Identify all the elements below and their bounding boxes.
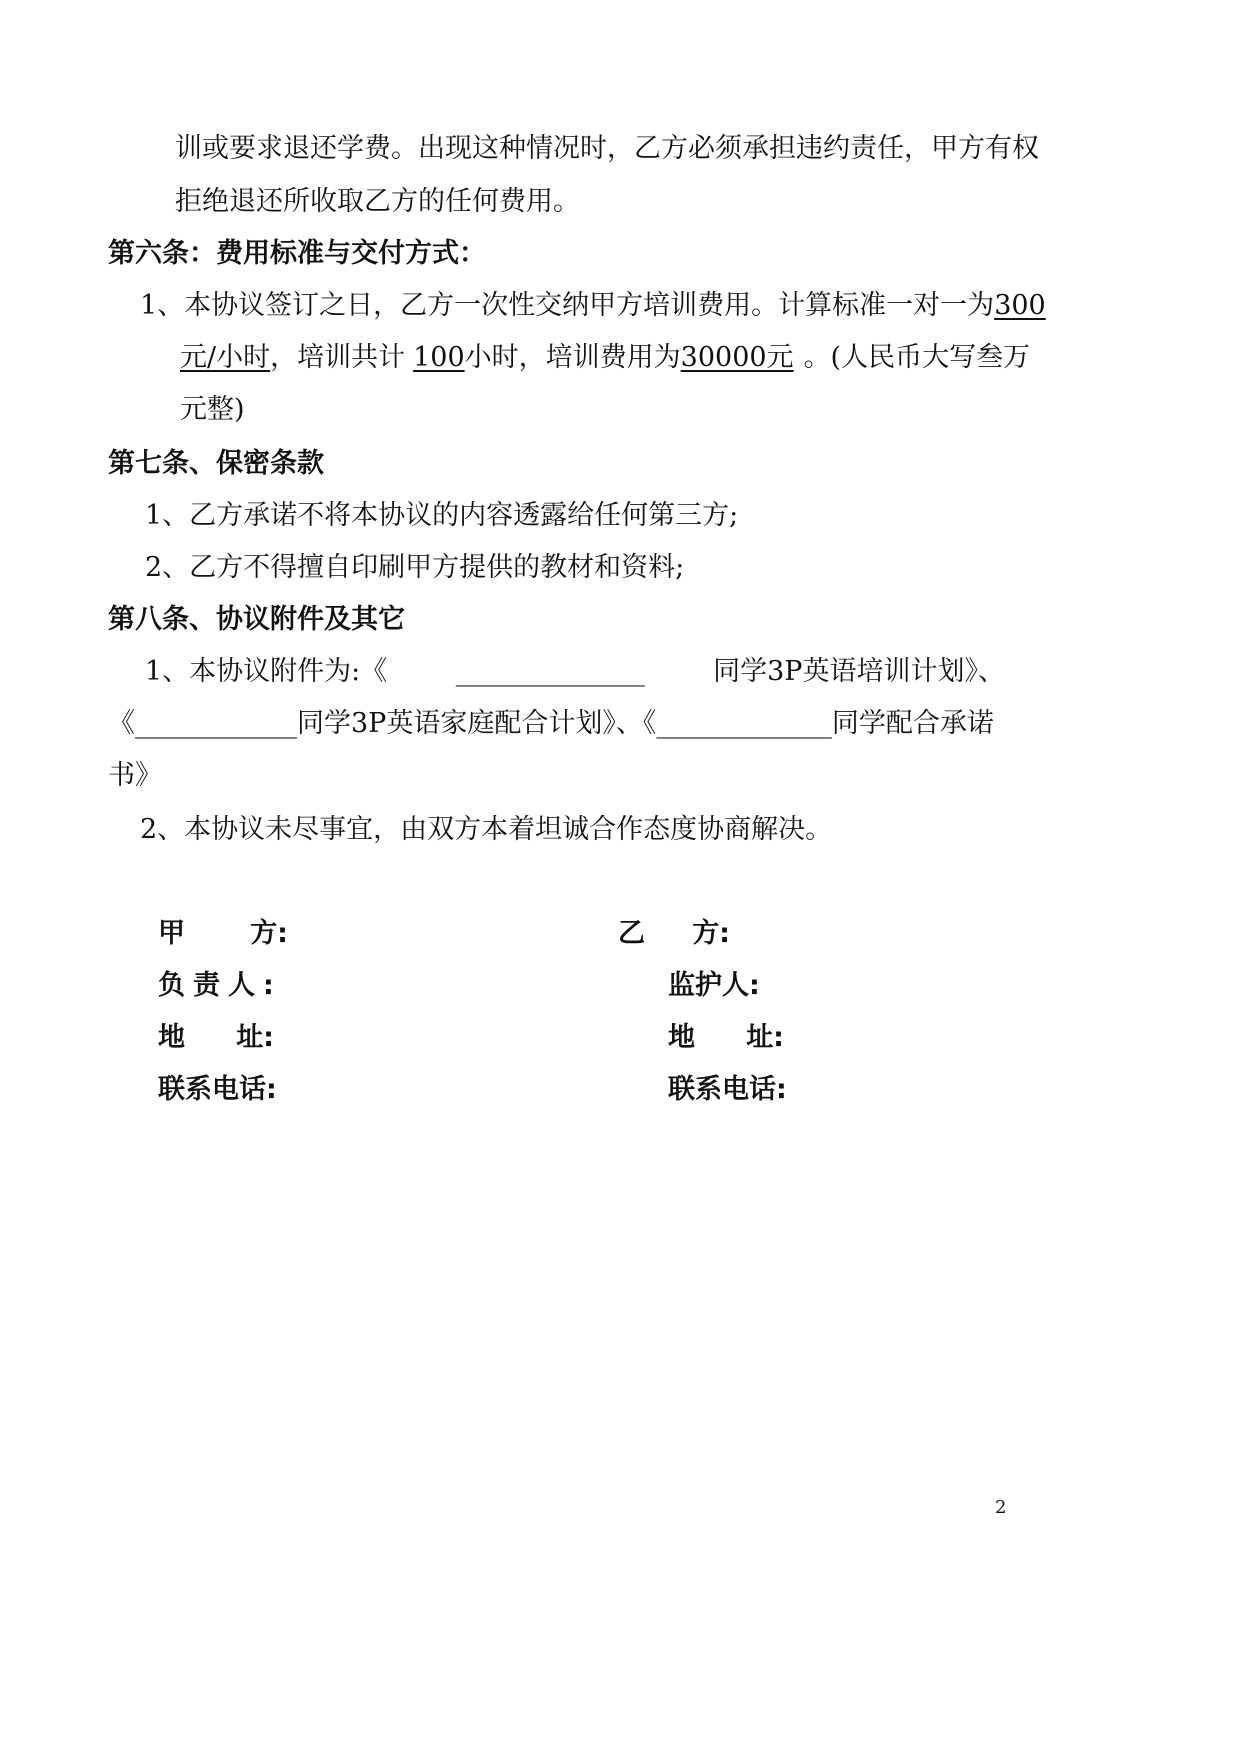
article-8-item-1-line-3: 书》 bbox=[108, 760, 162, 791]
attachment-open-quote: 《 bbox=[108, 708, 135, 739]
attachment-blank-1: ______________ bbox=[455, 656, 645, 687]
attachment-title-1: 同学3P英语培训计划》、 bbox=[713, 656, 1005, 687]
party-a-label-part-1: 甲 bbox=[158, 918, 185, 949]
article-6-text-hours-prefix: ，培训共计 bbox=[270, 342, 406, 373]
prev-clause-line-1: 训或要求退还学费。出现这种情况时，乙方必须承担违约责任，甲方有权 bbox=[175, 133, 1039, 164]
article-6-item-1-line-1 bbox=[140, 288, 1046, 324]
party-a-address-label bbox=[158, 1020, 274, 1056]
party-b-guardian-label: 监护人: bbox=[668, 970, 760, 1001]
article-6-text-amount-words: 。(人民币大写叁万 bbox=[803, 342, 1031, 373]
party-b-address-label-part-2: 址: bbox=[746, 1022, 784, 1053]
party-b-label-part-2: 方: bbox=[692, 918, 730, 949]
attachment-blank-2: ____________ bbox=[135, 708, 297, 739]
article-7-item-1: 1、乙方承诺不将本协议的内容透露给任何第三方; bbox=[145, 500, 739, 531]
party-a-label bbox=[158, 916, 288, 952]
prev-clause-line-2: 拒绝退还所收取乙方的任何费用。 bbox=[175, 186, 580, 217]
hourly-rate-value: 300 bbox=[994, 290, 1046, 321]
article-8-heading: 第八条、协议附件及其它 bbox=[108, 604, 405, 635]
party-b-label bbox=[618, 916, 730, 952]
total-fee-value: 30000元 bbox=[680, 342, 794, 373]
article-7-heading: 第七条、保密条款 bbox=[108, 448, 324, 479]
article-6-text-fee-prefix: 小时，培训费用为 bbox=[464, 342, 681, 373]
attachment-blank-3: _____________ bbox=[656, 708, 832, 739]
article-8-item-1-text: 1、本协议附件为:《 bbox=[145, 656, 388, 687]
party-a-address-label-part-1: 地 bbox=[158, 1022, 185, 1053]
party-b-label-part-1: 乙 bbox=[618, 918, 645, 949]
party-a-label-part-2: 方: bbox=[250, 918, 288, 949]
party-b-address-label bbox=[668, 1020, 784, 1056]
party-a-representative-label: 负责人: bbox=[158, 970, 282, 1001]
hourly-rate-unit: 元/小时 bbox=[180, 342, 271, 373]
attachment-title-2: 同学3P英语家庭配合计划》、《 bbox=[297, 708, 657, 739]
total-hours-value: 100 bbox=[413, 342, 465, 373]
article-8-item-2: 2、本协议未尽事宜，由双方本着坦诚合作态度协商解决。 bbox=[140, 814, 833, 845]
party-b-address-label-part-1: 地 bbox=[668, 1022, 695, 1053]
article-6-item-1-line-3: 元整) bbox=[180, 394, 245, 425]
article-8-item-1-line-1 bbox=[145, 654, 1005, 690]
article-6-item-1-text: 1、本协议签订之日，乙方一次性交纳甲方培训费用。计算标准一对一为 bbox=[140, 290, 995, 321]
article-6-heading: 第六条：费用标准与交付方式： bbox=[108, 238, 486, 269]
party-a-address-label-part-2: 址: bbox=[236, 1022, 274, 1053]
article-7-item-2: 2、乙方不得擅自印刷甲方提供的教材和资料; bbox=[145, 552, 685, 583]
party-b-phone-label: 联系电话: bbox=[668, 1074, 787, 1105]
page-number: 2 bbox=[995, 1497, 1007, 1518]
article-6-item-1-line-2 bbox=[180, 340, 1030, 376]
article-8-item-1-line-2 bbox=[108, 706, 994, 742]
party-a-phone-label: 联系电话: bbox=[158, 1074, 277, 1105]
attachment-title-3: 同学配合承诺 bbox=[831, 708, 994, 739]
